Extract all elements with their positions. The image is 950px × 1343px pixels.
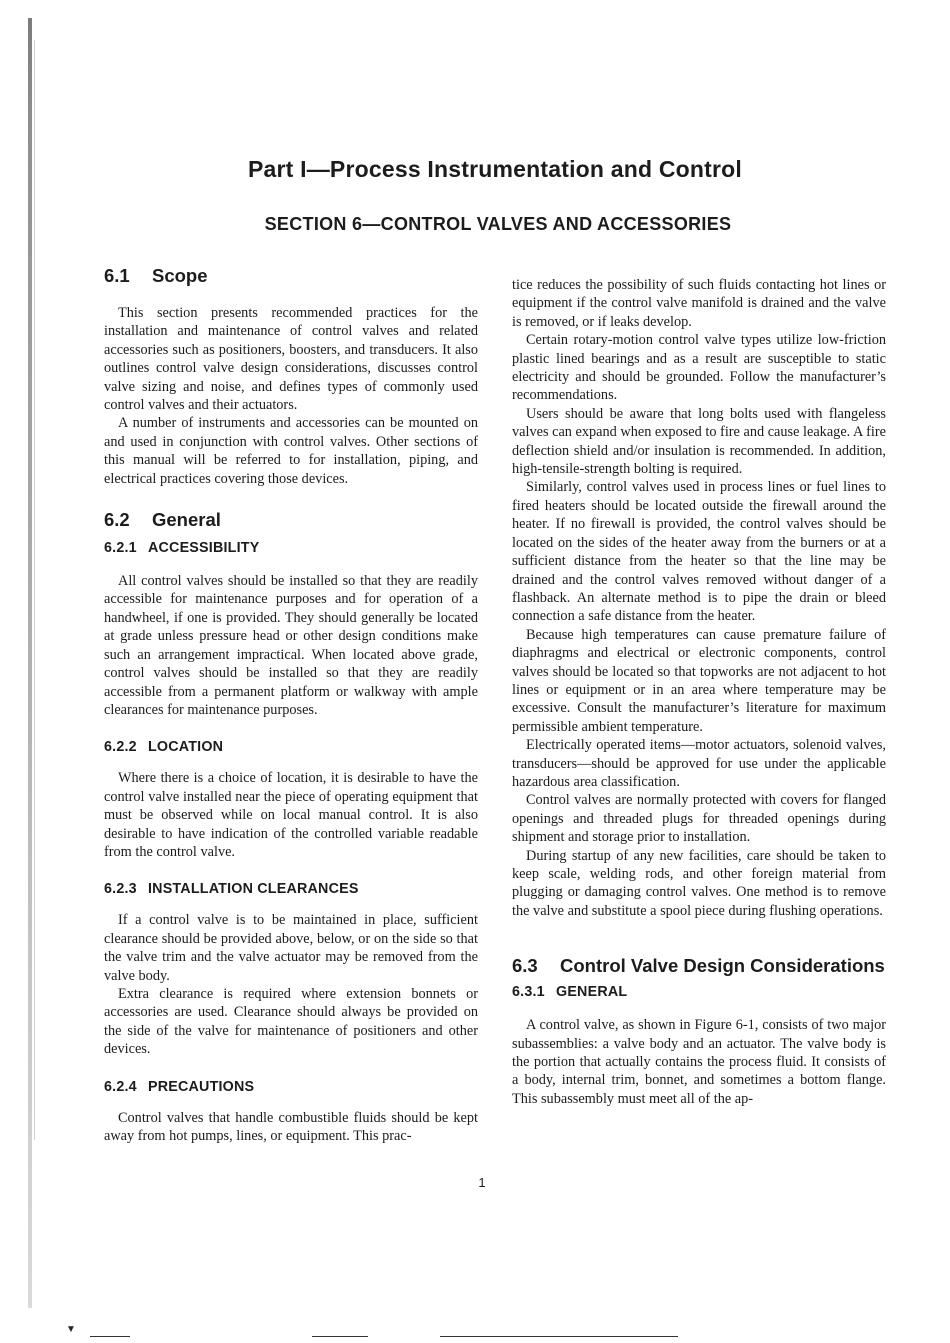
heading-number: 6.2.4 (104, 1078, 137, 1095)
shipment-protection-paragraph: Control valves are normally protected with covers for flanged openings and threaded plugs for threaded openings during shipment and storage prior to installation. (512, 792, 886, 846)
precautions-continued-paragraph: tice reduces the possibility of such fluids contacting hot lines or equipment if the control valve manifold is drained and the valve is removed, or if leaks develop. (512, 277, 886, 330)
design-general-paragraph: A control valve, as shown in Figure 6-1, consists of two major subassemblies: a valve body and an actuator. The valve body is the portion that actually contains the process fluid. It consists of a body, internal trim, bonnet, and sometimes a bottom flange. This subassembly must meet all of the ap- (512, 1017, 886, 1107)
heading-6-3 (512, 954, 886, 978)
heading-number: 6.2.3 (104, 881, 137, 898)
heading-6-2-4 (104, 1077, 478, 1097)
scan-bottom-rule-mid (312, 1336, 368, 1337)
fired-heaters-paragraph: Similarly, control valves used in process lines or fuel lines to fired heaters should be located outside the firewall around the heater. If no firewall is provided, the control valves should be located on the sides of the heater away from the burners or at a sufficient distance from the heater so that the line may be drained and the control valves removed without danger of a flashback. An alternate method is to pipe the drain or bleed connection a safe distance from the heater. (512, 479, 886, 625)
heading-6-1 (104, 264, 478, 288)
scan-bottom-rule-right (440, 1336, 678, 1337)
rotary-valves-paragraph: Certain rotary-motion control valve types utilize low-friction plastic lined bearings and as a result are susceptible to static electricity and should be grounded. Follow the manufacturer’s recommendations. (512, 332, 886, 404)
accessibility-paragraph: All control valves should be installed so that they are readily accessible for maintenance purposes and for operation of a handwheel, if one is provided. They should generally be located at grade unless pressure head or other design conditions make such an arrangement impractical. When located above grade, control valves should be installed so that they are readily accessible from a permanent platform or walkway with ample clearances for maintenance purposes. (104, 573, 478, 718)
scope-paragraph-2: A number of instruments and accessories can be mounted on and used in conjunction with control valves. Other sections of this manual will be referred to for installation, piping, and electrical practices covering those devices. (104, 415, 478, 487)
clearances-paragraph-1: If a control valve is to be maintained in place, sufficient clearance should be provided above, below, or on the side so that the valve trim and the valve actuator may be removed from the valve body. (104, 912, 478, 984)
heading-text: PRECAUTIONS (148, 1078, 255, 1095)
heading-number: 6.1 (104, 265, 130, 286)
scope-paragraph-1: This section presents recommended practices for the installation and maintenance of control valves and related accessories such as positioners, boosters, and transducers. It also outlines control valve design considerations, discusses control valve sizing and noise, and defines types of commonly used control valves and their actuators. (104, 305, 478, 414)
heading-text: ACCESSIBILITY (148, 540, 260, 557)
heading-6-3-1 (512, 982, 886, 1002)
heading-number: 6.3 (512, 955, 538, 977)
heading-text: Scope (152, 265, 208, 286)
scan-bottom-rule-left (90, 1336, 130, 1337)
heading-6-2-2 (104, 737, 478, 757)
scan-arrow-mark: ▼ (66, 1324, 76, 1335)
right-column (512, 276, 886, 1108)
clearances-paragraph-2: Extra clearance is required where extension bonnets or accessories are used. Clearance should always be provided on the side of the valve for maintenance of positioners and other devices. (104, 985, 478, 1058)
location-paragraph: Where there is a choice of location, it is desirable to have the control valve installed near the piece of operating equipment that must be observed while on local manual control. It is also desirable to have indication of the controlled variable readable from the control valve. (104, 770, 478, 860)
scan-binding-shadow (34, 40, 35, 1140)
heading-number: 6.2.1 (104, 540, 137, 557)
heading-text: INSTALLATION CLEARANCES (148, 881, 359, 898)
section-title: SECTION 6—CONTROL VALVES AND ACCESSORIES (264, 214, 732, 234)
heading-6-2-3 (104, 879, 478, 899)
heading-text: Control Valve Design Considerations (560, 955, 885, 977)
heading-number: 6.2 (104, 509, 130, 531)
heading-text: GENERAL (556, 984, 628, 1001)
precautions-paragraph: Control valves that handle combustible fluids should be kept away from hot pumps, lines, or equipment. This prac- (104, 1109, 478, 1144)
part-title: Part I—Process Instrumentation and Control (247, 156, 743, 182)
heading-text: General (152, 509, 221, 531)
left-column (104, 264, 478, 1145)
flangeless-bolts-paragraph: Users should be aware that long bolts used with flangeless valves can expand when exposed to fire and cause leakage. A fire deflection shield and/or insulation is recommended. In addition, high-tensile-strength bolting is required. (512, 405, 886, 478)
heading-number: 6.2.2 (104, 739, 137, 756)
heading-6-2 (104, 508, 478, 532)
startup-paragraph: During startup of any new facilities, care should be taken to keep scale, welding rods, and other foreign material from plugging or damaging control valves. One method is to remove the valve and substitute a spool piece during flushing operations. (512, 847, 886, 919)
heading-6-2-1 (104, 538, 478, 558)
heading-number: 6.3.1 (512, 984, 545, 1001)
electrical-items-paragraph: Electrically operated items—motor actuators, solenoid valves, transducers—should be approved for use under the applicable hazardous area classification. (512, 737, 886, 790)
heading-text: LOCATION (148, 739, 224, 756)
scan-binding-edge (28, 18, 32, 1308)
page-number: 1 (478, 1175, 486, 1190)
high-temperature-paragraph: Because high temperatures can cause premature failure of diaphragms and electrical or electronic components, control valves should be located so that topworks are not adjacent to hot lines or equipment or in an area where temperature may be excessive. Consult the manufacturer’s literature for maximum permissible ambient temperature. (512, 626, 886, 735)
